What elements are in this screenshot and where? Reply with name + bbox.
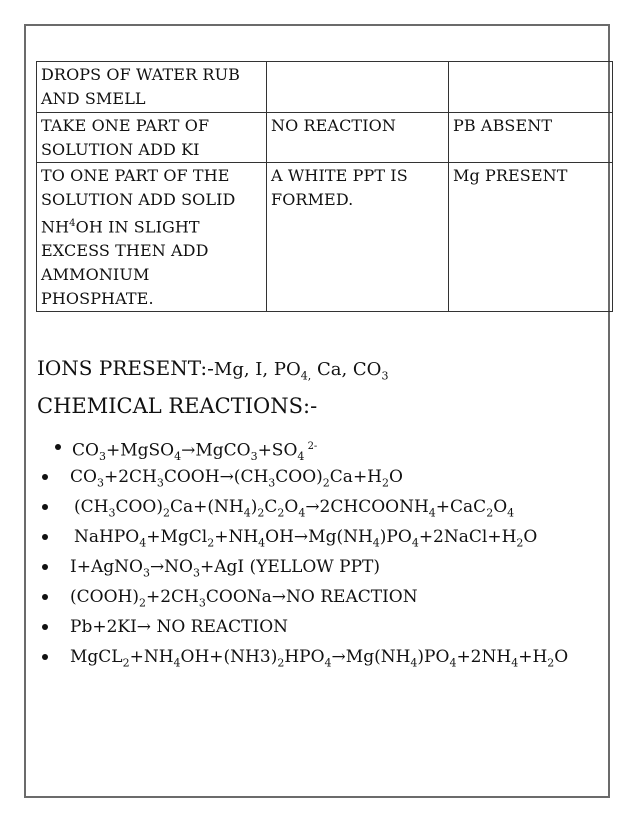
bullet-icon (42, 534, 48, 540)
bullet-icon (42, 474, 48, 480)
table-row (37, 62, 613, 113)
test-cell: TAKE ONE PART OF SOLUTION ADD KI (37, 113, 267, 163)
chemical-reactions-title: CHEMICAL REACTIONS:- (37, 394, 318, 418)
reaction-equation: $(CH_3COO)_2Ca+(NH_4)_2C_2O_4\to 2CHCOONH_4+CaC_2O_4$ (74, 497, 515, 520)
bullet-icon (42, 624, 48, 630)
ions-list: Mg, I, PO (213, 359, 301, 380)
reaction-equation: $(COOH)_2+2CH_3COONa\to NO$ REACTION (70, 587, 418, 610)
table-row (37, 163, 613, 312)
inference-cell (449, 62, 613, 113)
inference-cell: PB ABSENT (449, 113, 613, 163)
reaction-equation: $CO_3+MgSO_4\to MgCO_3+SO_4$ $^{2-}$ (72, 440, 318, 464)
observation-cell: A WHITE PPT IS FORMED. (267, 163, 449, 312)
table-row (37, 113, 613, 163)
bullet-icon (42, 594, 48, 600)
reaction-equation: $CO_3+2CH_3COOH\to(CH_3COO)_2Ca+H_2O$ (70, 467, 403, 490)
observation-cell: NO REACTION (267, 113, 449, 163)
reaction-equation: $NaHPO_4+MgCl_2+NH_4OH\to Mg(NH_4)PO_4+2NaCl+H_2O$ (74, 527, 538, 550)
inference-cell: Mg PRESENT (449, 163, 613, 312)
ions-present-line: IONS PRESENT:-Mg, I, $PO_{4,}$ Ca, $CO_3$ (37, 356, 389, 383)
observation-table (36, 61, 613, 312)
ions-present-title: IONS PRESENT:- (37, 356, 214, 380)
bullet-icon (55, 444, 61, 450)
test-cell: DROPS OF WATER RUB AND SMELL (37, 62, 267, 113)
reaction-equation: $I+AgNO_3\to NO_3+AgI$ (YELLOW PPT) (70, 557, 381, 580)
reaction-equation: Pb+2KI→ NO REACTION (70, 617, 289, 637)
test-cell: TO ONE PART OF THE SOLUTION ADD SOLID $NH^4OH$ IN SLIGHT EXCESS THEN ADD AMMONIUM PHOSPHATE. (37, 163, 267, 312)
observation-cell (267, 62, 449, 113)
bullet-icon (42, 564, 48, 570)
bullet-icon (42, 654, 48, 660)
bullet-icon (42, 504, 48, 510)
reaction-equation: $MgCL_2+NH_4OH+(NH3)_2HPO_4\to Mg(NH_4)PO_4+2NH_4+H_2O$ (70, 647, 569, 670)
